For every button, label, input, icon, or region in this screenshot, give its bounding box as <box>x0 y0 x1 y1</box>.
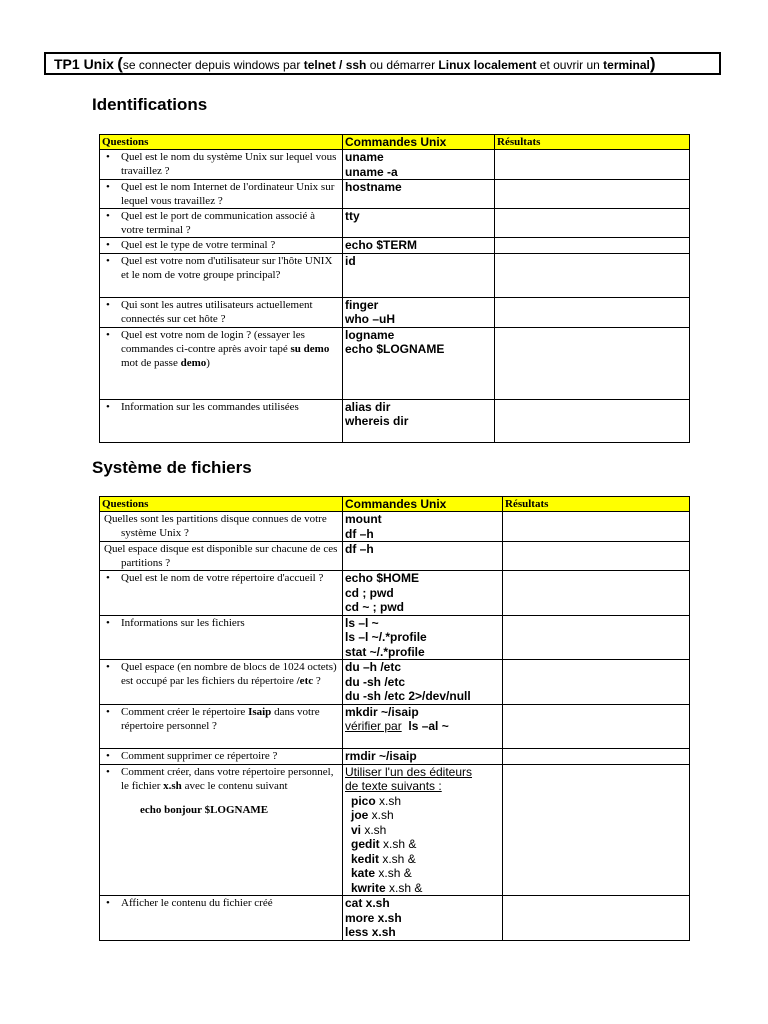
result-cell <box>503 615 690 660</box>
systeme-fichiers-table <box>99 496 690 941</box>
command: whereis dir <box>345 414 409 428</box>
editor-command: joe x.sh <box>351 808 394 822</box>
command: ls –l ~ <box>345 615 379 630</box>
table-header-row <box>100 497 690 512</box>
header-telnet-ssh: telnet / ssh <box>303 58 367 72</box>
header-paren-close: ) <box>649 54 656 73</box>
question-text: • Quel est le nom Internet de l'ordinateur Unix sur lequel vous travaillez ? <box>102 180 340 208</box>
identifications-table <box>99 134 690 443</box>
result-cell <box>503 896 690 941</box>
table-row <box>100 253 690 297</box>
table-row <box>100 399 690 442</box>
section-title-systeme-fichiers: Système de fichiers <box>92 458 252 477</box>
header-commandes: Commandes Unix <box>343 497 503 512</box>
command: uname <box>345 150 384 164</box>
command: cd ~ ; pwd <box>345 600 405 614</box>
result-cell <box>495 150 690 180</box>
editor-command: kate x.sh & <box>351 866 412 880</box>
header-text-3: et ouvrir un <box>536 58 604 72</box>
question-text: • Informations sur les fichiers <box>102 616 340 630</box>
header-questions: Questions <box>100 135 343 150</box>
table-row <box>100 180 690 209</box>
question-text: • Information sur les commandes utilisées <box>102 400 340 414</box>
tp-title: TP1 Unix <box>54 56 114 72</box>
result-cell <box>503 660 690 705</box>
result-cell <box>495 180 690 209</box>
result-cell <box>503 542 690 571</box>
editor-command: pico x.sh <box>351 793 402 808</box>
command: more x.sh <box>345 910 402 925</box>
table-row <box>100 512 690 542</box>
command: echo $TERM <box>345 238 418 252</box>
table-row <box>100 327 690 399</box>
table-row <box>100 297 690 327</box>
result-cell <box>495 297 690 327</box>
command: less x.sh <box>345 925 396 939</box>
command: echo $LOGNAME <box>345 342 445 356</box>
isaip-dir-text: Isaip <box>248 705 272 718</box>
editor-intro: de texte suivants : <box>345 779 442 793</box>
command: du -sh /etc 2>/dev/null <box>345 689 471 703</box>
editor-intro: Utiliser l'un des éditeurs <box>345 764 473 779</box>
table-row <box>100 615 690 660</box>
xsh-file-text: x.sh <box>163 779 182 792</box>
table-row <box>100 704 690 748</box>
table-row <box>100 238 690 254</box>
question-text: • Quel est le port de communication associé à votre terminal ? <box>102 209 340 237</box>
command: uname -a <box>345 164 398 179</box>
command: stat ~/.*profile <box>345 644 425 659</box>
question-text: • Comment créer le répertoire Isaip dans votre répertoire personnel ? <box>102 705 340 733</box>
result-cell <box>503 704 690 748</box>
question-text: • Quel est votre nom de login ? (essayer les commandes ci-contre après avoir tapé su demo mot de passe demo) <box>102 328 340 370</box>
header-terminal: terminal <box>603 58 650 72</box>
command: du -sh /etc <box>345 674 406 689</box>
verify-line <box>345 719 449 733</box>
command: du –h /etc <box>345 660 402 674</box>
command: mount <box>345 512 382 526</box>
command: tty <box>345 209 360 223</box>
header-resultats: Résultats <box>503 497 690 512</box>
question-text: Quelles sont les partitions disque connues de votre système Unix ? <box>104 513 327 539</box>
question-text: • Qui sont les autres utilisateurs actuellement connectés sur cet hôte ? <box>102 298 340 326</box>
question-text: • Comment supprimer ce répertoire ? <box>102 749 340 763</box>
command: rmdir ~/isaip <box>345 748 417 763</box>
verify-label: vérifier par <box>345 719 402 733</box>
table-row <box>100 542 690 571</box>
result-cell <box>503 748 690 764</box>
question-text: • Quel est le type de votre terminal ? <box>102 238 340 252</box>
header-text-2: ou démarrer <box>366 58 439 72</box>
command: mkdir ~/isaip <box>345 704 419 719</box>
header-resultats: Résultats <box>495 135 690 150</box>
command: id <box>345 253 356 268</box>
question-text: • Comment créer, dans votre répertoire personnel, le fichier x.sh avec le contenu suivant <box>102 765 340 793</box>
document-header <box>44 52 721 75</box>
result-cell <box>503 512 690 542</box>
command: cd ; pwd <box>345 585 394 600</box>
echo-content: echo bonjour $LOGNAME <box>140 803 269 816</box>
command: cat x.sh <box>345 896 390 910</box>
question-text: Quel espace disque est disponible sur chacune de ces partitions ? <box>104 543 338 569</box>
table-row <box>100 150 690 180</box>
table-row <box>100 764 690 896</box>
su-demo-text: su demo <box>290 342 330 355</box>
section-title-identifications: Identifications <box>92 95 208 114</box>
question-text: • Quel espace (en nombre de blocs de 1024 octets) est occupé par les fichiers du répertoire /etc ? <box>102 660 340 688</box>
table-row <box>100 209 690 238</box>
command: hostname <box>345 180 402 194</box>
result-cell <box>503 764 690 896</box>
command: df –h <box>345 542 374 556</box>
result-cell <box>495 253 690 297</box>
header-paren-open: ( <box>117 54 123 73</box>
command: alias dir <box>345 399 391 414</box>
question-text: • Quel est le nom de votre répertoire d'accueil ? <box>102 571 340 585</box>
editor-command: gedit x.sh & <box>351 837 417 851</box>
table-row <box>100 896 690 941</box>
header-questions: Questions <box>100 497 343 512</box>
question-text: • Afficher le contenu du fichier créé <box>102 896 340 910</box>
command: df –h <box>345 526 374 541</box>
result-cell <box>495 399 690 442</box>
table-row <box>100 571 690 616</box>
result-cell <box>495 238 690 254</box>
table-header-row <box>100 135 690 150</box>
result-cell <box>495 327 690 399</box>
verify-command: ls –al ~ <box>408 719 449 733</box>
editor-command: vi x.sh <box>351 822 387 837</box>
command: ls –l ~/.*profile <box>345 630 427 644</box>
command: echo $HOME <box>345 571 420 585</box>
header-commandes: Commandes Unix <box>343 135 495 150</box>
command: finger <box>345 297 379 312</box>
header-text-1: se connecter depuis windows par <box>122 58 304 72</box>
command: logname <box>345 327 395 342</box>
question-text: • Quel est votre nom d'utilisateur sur l'hôte UNIX et le nom de votre groupe principal? <box>102 254 340 282</box>
table-row <box>100 748 690 764</box>
editor-command: kedit x.sh & <box>351 851 416 866</box>
etc-dir-text: /etc <box>296 675 314 687</box>
table-row <box>100 660 690 705</box>
result-cell <box>495 209 690 238</box>
demo-password-text: demo <box>180 356 207 369</box>
command: who –uH <box>345 312 395 326</box>
editor-command: kwrite x.sh & <box>351 880 423 895</box>
result-cell <box>503 571 690 616</box>
question-text: • Quel est le nom du système Unix sur lequel vous travaillez ? <box>102 150 340 178</box>
header-linux-local: Linux localement <box>438 58 537 72</box>
